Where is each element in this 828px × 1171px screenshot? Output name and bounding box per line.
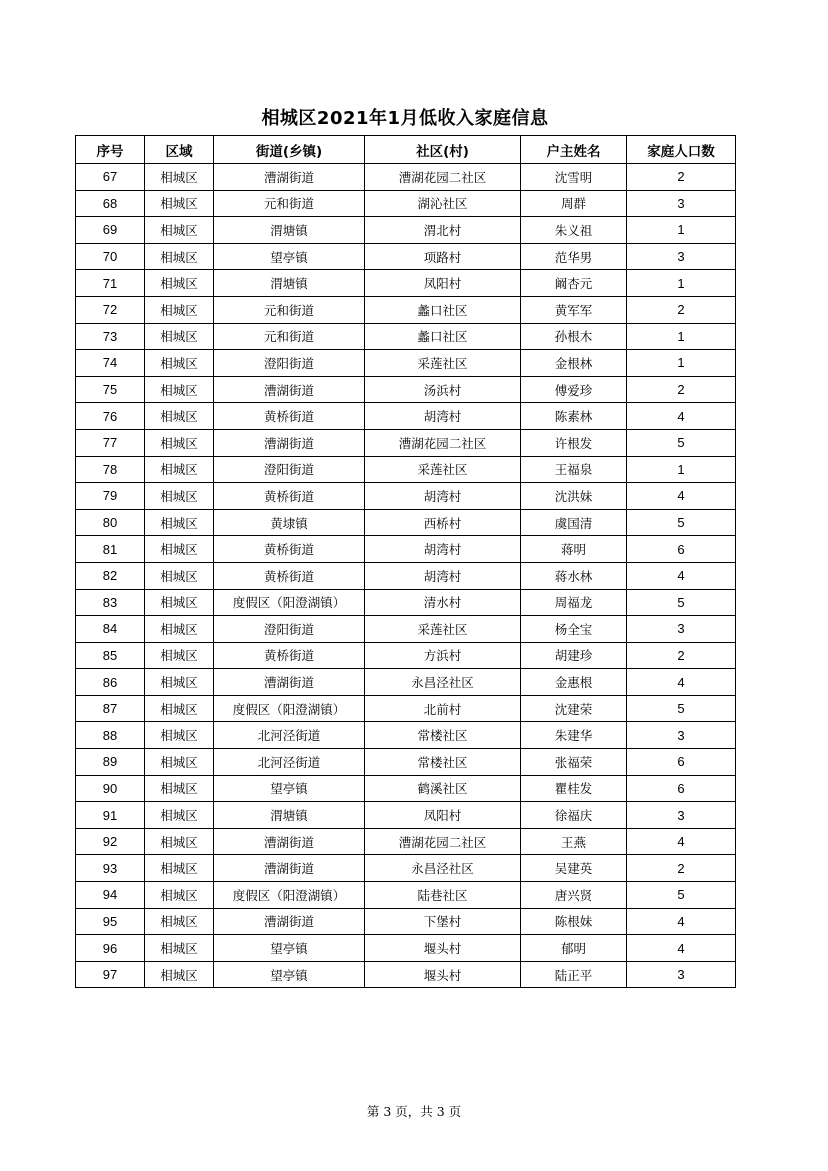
table-row — [76, 296, 736, 323]
cell-index: 76 — [76, 403, 145, 430]
cell-family-size: 3 — [627, 616, 736, 643]
cell-householder: 虞国清 — [521, 509, 627, 536]
cell-family-size: 5 — [627, 589, 736, 616]
cell-householder: 周群 — [521, 190, 627, 217]
cell-region: 相城区 — [145, 908, 214, 935]
cell-street: 望亭镇 — [214, 961, 365, 988]
cell-index: 72 — [76, 296, 145, 323]
cell-region: 相城区 — [145, 882, 214, 909]
cell-householder: 沈建荣 — [521, 695, 627, 722]
table-row — [76, 536, 736, 563]
cell-region: 相城区 — [145, 695, 214, 722]
column-header-community: 社区(村) — [365, 136, 521, 164]
cell-region: 相城区 — [145, 190, 214, 217]
cell-community: 鹤溪社区 — [365, 775, 521, 802]
cell-householder: 瞿桂发 — [521, 775, 627, 802]
table-row — [76, 190, 736, 217]
cell-community: 渭北村 — [365, 217, 521, 244]
cell-region: 相城区 — [145, 935, 214, 962]
cell-family-size: 6 — [627, 775, 736, 802]
column-header-family-size: 家庭人口数 — [627, 136, 736, 164]
table-row — [76, 669, 736, 696]
cell-street: 黄桥街道 — [214, 642, 365, 669]
table-row — [76, 589, 736, 616]
table-row — [76, 376, 736, 403]
table-row — [76, 961, 736, 988]
cell-community: 清水村 — [365, 589, 521, 616]
cell-family-size: 4 — [627, 828, 736, 855]
cell-community: 堰头村 — [365, 935, 521, 962]
cell-householder: 范华男 — [521, 243, 627, 270]
cell-street: 度假区（阳澄湖镇） — [214, 695, 365, 722]
table-row — [76, 164, 736, 191]
cell-community: 胡湾村 — [365, 483, 521, 510]
cell-community: 蠡口社区 — [365, 296, 521, 323]
cell-community: 凤阳村 — [365, 802, 521, 829]
cell-index: 94 — [76, 882, 145, 909]
cell-community: 凤阳村 — [365, 270, 521, 297]
cell-householder: 胡建珍 — [521, 642, 627, 669]
cell-street: 漕湖街道 — [214, 828, 365, 855]
cell-street: 望亭镇 — [214, 935, 365, 962]
table-row — [76, 323, 736, 350]
cell-family-size: 1 — [627, 217, 736, 244]
cell-region: 相城区 — [145, 669, 214, 696]
table-row — [76, 350, 736, 377]
cell-householder: 傅爱珍 — [521, 376, 627, 403]
cell-family-size: 2 — [627, 855, 736, 882]
cell-householder: 郁明 — [521, 935, 627, 962]
cell-street: 元和街道 — [214, 296, 365, 323]
cell-family-size: 2 — [627, 164, 736, 191]
cell-householder: 陈根妹 — [521, 908, 627, 935]
cell-street: 黄桥街道 — [214, 536, 365, 563]
cell-street: 望亭镇 — [214, 775, 365, 802]
column-header-region: 区域 — [145, 136, 214, 164]
cell-region: 相城区 — [145, 828, 214, 855]
cell-region: 相城区 — [145, 217, 214, 244]
cell-family-size: 6 — [627, 536, 736, 563]
cell-street: 澄阳街道 — [214, 456, 365, 483]
cell-index: 71 — [76, 270, 145, 297]
cell-community: 常楼社区 — [365, 722, 521, 749]
cell-street: 黄桥街道 — [214, 403, 365, 430]
data-table — [75, 135, 736, 988]
cell-region: 相城区 — [145, 616, 214, 643]
table-row — [76, 882, 736, 909]
cell-street: 黄桥街道 — [214, 562, 365, 589]
column-header-street: 街道(乡镇) — [214, 136, 365, 164]
cell-family-size: 4 — [627, 669, 736, 696]
cell-region: 相城区 — [145, 775, 214, 802]
cell-region: 相城区 — [145, 243, 214, 270]
table-row — [76, 429, 736, 456]
cell-community: 湖沁社区 — [365, 190, 521, 217]
cell-householder: 王福泉 — [521, 456, 627, 483]
cell-region: 相城区 — [145, 749, 214, 776]
cell-street: 渭塘镇 — [214, 802, 365, 829]
page-title: 相城区2021年1月低收入家庭信息 — [261, 108, 549, 129]
cell-street: 漕湖街道 — [214, 429, 365, 456]
cell-community: 采莲社区 — [365, 616, 521, 643]
cell-street: 澄阳街道 — [214, 350, 365, 377]
cell-index: 81 — [76, 536, 145, 563]
cell-community: 陆巷社区 — [365, 882, 521, 909]
table-row — [76, 935, 736, 962]
cell-householder: 金惠根 — [521, 669, 627, 696]
cell-householder: 周福龙 — [521, 589, 627, 616]
column-header-householder: 户主姓名 — [521, 136, 627, 164]
cell-family-size: 2 — [627, 642, 736, 669]
cell-family-size: 2 — [627, 376, 736, 403]
cell-community: 胡湾村 — [365, 403, 521, 430]
cell-family-size: 3 — [627, 961, 736, 988]
cell-householder: 阚杏元 — [521, 270, 627, 297]
cell-region: 相城区 — [145, 536, 214, 563]
cell-region: 相城区 — [145, 270, 214, 297]
cell-region: 相城区 — [145, 855, 214, 882]
cell-region: 相城区 — [145, 376, 214, 403]
table-row — [76, 908, 736, 935]
cell-householder: 徐福庆 — [521, 802, 627, 829]
cell-family-size: 1 — [627, 456, 736, 483]
cell-index: 85 — [76, 642, 145, 669]
cell-family-size: 4 — [627, 562, 736, 589]
cell-index: 67 — [76, 164, 145, 191]
cell-community: 胡湾村 — [365, 562, 521, 589]
cell-family-size: 3 — [627, 722, 736, 749]
cell-index: 82 — [76, 562, 145, 589]
table-row — [76, 775, 736, 802]
cell-region: 相城区 — [145, 456, 214, 483]
cell-community: 胡湾村 — [365, 536, 521, 563]
page-footer: 第 3 页，共 3 页 — [366, 1104, 462, 1119]
table-row — [76, 828, 736, 855]
cell-community: 漕湖花园二社区 — [365, 164, 521, 191]
cell-index: 93 — [76, 855, 145, 882]
cell-index: 83 — [76, 589, 145, 616]
cell-region: 相城区 — [145, 802, 214, 829]
table-row — [76, 562, 736, 589]
cell-index: 79 — [76, 483, 145, 510]
cell-community: 采莲社区 — [365, 456, 521, 483]
cell-region: 相城区 — [145, 509, 214, 536]
table-row — [76, 243, 736, 270]
table-row — [76, 695, 736, 722]
cell-region: 相城区 — [145, 323, 214, 350]
cell-street: 渭塘镇 — [214, 217, 365, 244]
cell-index: 88 — [76, 722, 145, 749]
cell-family-size: 4 — [627, 908, 736, 935]
cell-community: 下堡村 — [365, 908, 521, 935]
cell-index: 95 — [76, 908, 145, 935]
cell-community: 堰头村 — [365, 961, 521, 988]
cell-region: 相城区 — [145, 164, 214, 191]
cell-community: 项路村 — [365, 243, 521, 270]
cell-street: 度假区（阳澄湖镇） — [214, 589, 365, 616]
cell-householder: 沈洪妹 — [521, 483, 627, 510]
cell-family-size: 4 — [627, 935, 736, 962]
cell-family-size: 3 — [627, 190, 736, 217]
cell-family-size: 2 — [627, 296, 736, 323]
cell-family-size: 1 — [627, 270, 736, 297]
cell-community: 常楼社区 — [365, 749, 521, 776]
cell-family-size: 5 — [627, 695, 736, 722]
cell-index: 77 — [76, 429, 145, 456]
cell-index: 97 — [76, 961, 145, 988]
table-row — [76, 217, 736, 244]
cell-index: 84 — [76, 616, 145, 643]
cell-street: 漕湖街道 — [214, 164, 365, 191]
cell-index: 92 — [76, 828, 145, 855]
cell-index: 87 — [76, 695, 145, 722]
cell-family-size: 6 — [627, 749, 736, 776]
table-row — [76, 642, 736, 669]
cell-region: 相城区 — [145, 722, 214, 749]
cell-householder: 蒋明 — [521, 536, 627, 563]
cell-householder: 张福荣 — [521, 749, 627, 776]
cell-householder: 黄军军 — [521, 296, 627, 323]
cell-community: 永昌泾社区 — [365, 669, 521, 696]
cell-householder: 朱建华 — [521, 722, 627, 749]
cell-street: 漕湖街道 — [214, 669, 365, 696]
cell-community: 永昌泾社区 — [365, 855, 521, 882]
cell-community: 蠡口社区 — [365, 323, 521, 350]
cell-street: 漕湖街道 — [214, 855, 365, 882]
cell-community: 漕湖花园二社区 — [365, 429, 521, 456]
table-body — [76, 164, 736, 988]
cell-index: 90 — [76, 775, 145, 802]
cell-index: 74 — [76, 350, 145, 377]
cell-region: 相城区 — [145, 589, 214, 616]
cell-householder: 杨全宝 — [521, 616, 627, 643]
cell-index: 75 — [76, 376, 145, 403]
cell-householder: 朱义祖 — [521, 217, 627, 244]
cell-householder: 陈素林 — [521, 403, 627, 430]
cell-community: 方浜村 — [365, 642, 521, 669]
table-row — [76, 749, 736, 776]
column-header-index: 序号 — [76, 136, 145, 164]
cell-index: 73 — [76, 323, 145, 350]
cell-family-size: 5 — [627, 509, 736, 536]
cell-street: 漕湖街道 — [214, 908, 365, 935]
cell-region: 相城区 — [145, 350, 214, 377]
cell-family-size: 5 — [627, 882, 736, 909]
cell-region: 相城区 — [145, 296, 214, 323]
cell-region: 相城区 — [145, 961, 214, 988]
table-row — [76, 855, 736, 882]
cell-householder: 陆正平 — [521, 961, 627, 988]
cell-householder: 唐兴贤 — [521, 882, 627, 909]
cell-index: 80 — [76, 509, 145, 536]
cell-householder: 王燕 — [521, 828, 627, 855]
cell-family-size: 4 — [627, 483, 736, 510]
cell-householder: 沈雪明 — [521, 164, 627, 191]
table-header-row — [76, 136, 736, 164]
cell-region: 相城区 — [145, 562, 214, 589]
cell-community: 采莲社区 — [365, 350, 521, 377]
cell-family-size: 4 — [627, 403, 736, 430]
table-row — [76, 802, 736, 829]
cell-region: 相城区 — [145, 642, 214, 669]
cell-street: 度假区（阳澄湖镇） — [214, 882, 365, 909]
cell-community: 汤浜村 — [365, 376, 521, 403]
cell-index: 69 — [76, 217, 145, 244]
cell-family-size: 5 — [627, 429, 736, 456]
cell-index: 96 — [76, 935, 145, 962]
cell-householder: 金根林 — [521, 350, 627, 377]
cell-street: 北河泾街道 — [214, 749, 365, 776]
cell-index: 68 — [76, 190, 145, 217]
cell-street: 北河泾街道 — [214, 722, 365, 749]
cell-community: 西桥村 — [365, 509, 521, 536]
cell-householder: 蒋水林 — [521, 562, 627, 589]
cell-index: 78 — [76, 456, 145, 483]
cell-region: 相城区 — [145, 403, 214, 430]
table-row — [76, 509, 736, 536]
cell-street: 澄阳街道 — [214, 616, 365, 643]
table-row — [76, 722, 736, 749]
cell-family-size: 3 — [627, 243, 736, 270]
cell-householder: 吴建英 — [521, 855, 627, 882]
table-row — [76, 270, 736, 297]
cell-index: 89 — [76, 749, 145, 776]
cell-street: 黄埭镇 — [214, 509, 365, 536]
cell-index: 91 — [76, 802, 145, 829]
cell-family-size: 3 — [627, 802, 736, 829]
cell-region: 相城区 — [145, 429, 214, 456]
cell-street: 望亭镇 — [214, 243, 365, 270]
cell-street: 元和街道 — [214, 190, 365, 217]
cell-street: 元和街道 — [214, 323, 365, 350]
cell-householder: 孙根木 — [521, 323, 627, 350]
cell-community: 漕湖花园二社区 — [365, 828, 521, 855]
table-row — [76, 616, 736, 643]
cell-family-size: 1 — [627, 323, 736, 350]
cell-index: 70 — [76, 243, 145, 270]
cell-street: 渭塘镇 — [214, 270, 365, 297]
cell-street: 黄桥街道 — [214, 483, 365, 510]
table-row — [76, 456, 736, 483]
cell-street: 漕湖街道 — [214, 376, 365, 403]
cell-family-size: 1 — [627, 350, 736, 377]
cell-community: 北前村 — [365, 695, 521, 722]
table-row — [76, 483, 736, 510]
cell-index: 86 — [76, 669, 145, 696]
cell-region: 相城区 — [145, 483, 214, 510]
table-row — [76, 403, 736, 430]
cell-householder: 许根发 — [521, 429, 627, 456]
